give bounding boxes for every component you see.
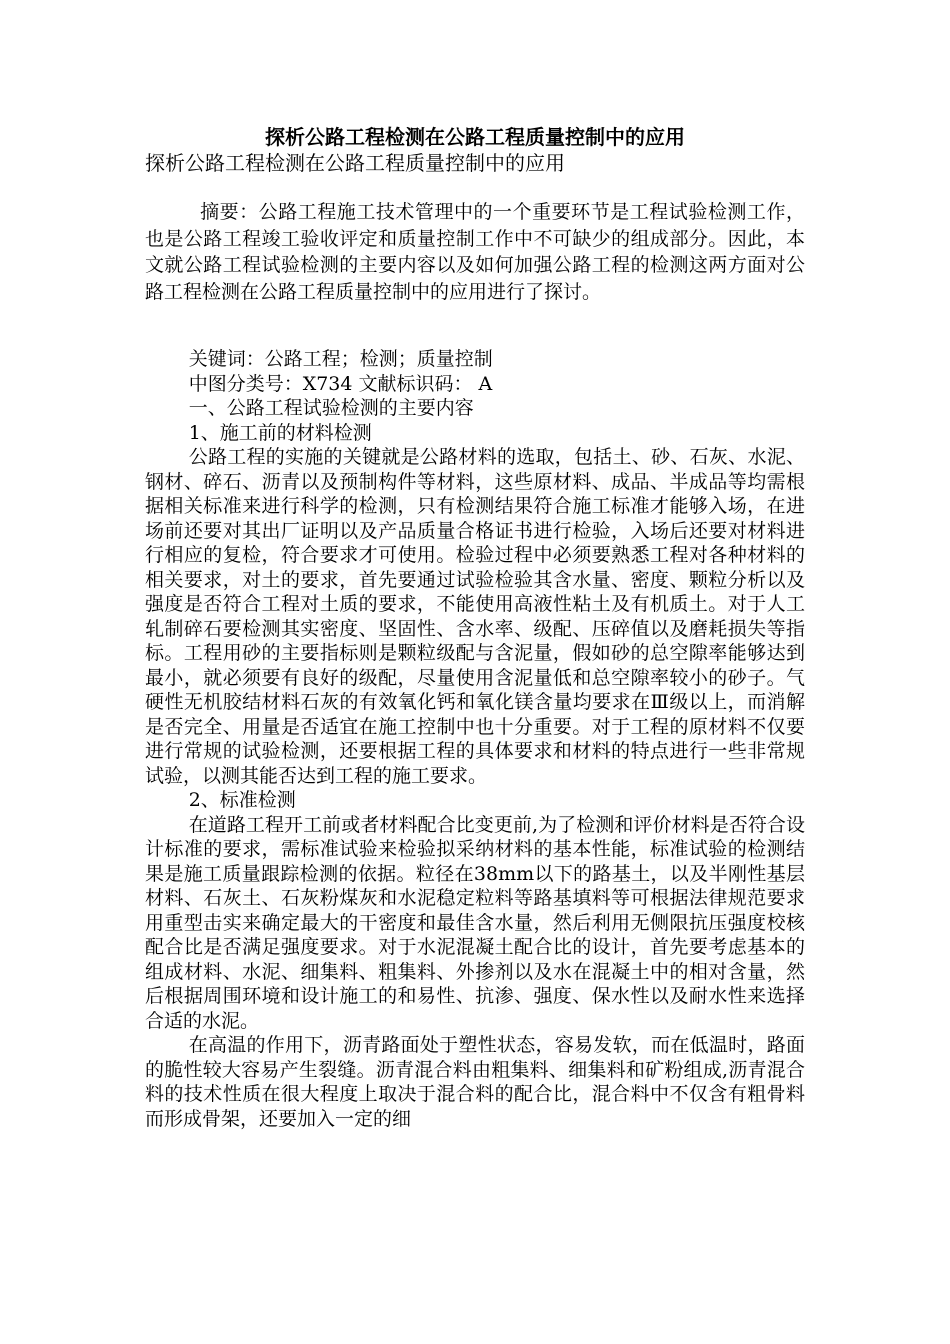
paragraph-standard: 在道路工程开工前或者材料配合比变更前,为了检测和评价材料是否符合设计标准的要求，需标准试验来检验拟采纳材料的基本性能，标准试验的检测结果是施工质量跟踪检测的依据。粒径在38mm以下的路基土，以及半刚性基层材料、石灰土、石灰粉煤灰和水泥稳定粒料等路基填料等可根据法律规范要求用重型击实来确定最大的干密度和最佳含水量，然后利用无侧限抗压强度校核配合比是否满足强度要求。对于水泥混凝土配合比的设计，首先要考虑基本的组成材料、水泥、细集料、粗集料、外掺剂以及水在混凝土中的相对含量，然后根据周围环境和设计施工的和易性、抗渗、强度、保水性以及耐水性来选择合适的水泥。 [145,813,805,1032]
body-text [145,347,805,1131]
document-title: 探析公路工程检测在公路工程质量控制中的应用 [265,125,685,149]
classification-line: 中图分类号：X734 文献标识码： A [188,372,493,395]
document-subtitle: 探析公路工程检测在公路工程质量控制中的应用 [145,151,565,175]
abstract-paragraph: 摘要：公路工程施工技术管理中的一个重要环节是工程试验检测工作，也是公路工程竣工验收评定和质量控制工作中不可缺少的组成部分。因此，本文就公路工程试验检测的主要内容以及如何加强公路工程的检测这两方面对公路工程检测在公路工程质量控制中的应用进行了探讨。 [145,201,805,303]
paragraph-materials: 公路工程的实施的关键就是公路材料的选取，包括土、砂、石灰、水泥、钢材、碎石、沥青以及预制构件等材料，这些原材料、成品、半成品等均需根据相关标准来进行科学的检测，只有检测结果符合施工标准才能够入场，在进场前还要对其出厂证明以及产品质量合格证书进行检验，入场后还要对材料进行相应的复检，符合要求才可使用。检验过程中必须要熟悉工程对各种材料的相关要求，对土的要求，首先要通过试验检验其含水量、密度、颗粒分析以及强度是否符合工程对土质的要求，不能使用高液性粘土及有机质土。对于人工轧制碎石要检测其实密度、坚固性、含水率、级配、压碎值以及磨耗损失等指标。工程用砂的主要指标则是颗粒级配与含泥量，假如砂的总空隙率能够达到最小，就必须要有良好的级配，尽量使用含泥量低和总空隙率较小的砂子。气硬性无机胶结材料石灰的有效氧化钙和氧化镁含量均要求在Ⅲ级以上，而消解是否完全、用量是否适宜在施工控制中也十分重要。对于工程的原材料不仅要进行常规的试验检测，还要根据工程的具体要求和材料的特点进行一些非常规试验，以测其能否达到工程的施工要求。 [145,446,805,787]
subsection-heading-standard: 2、标准检测 [188,789,296,811]
paragraph-asphalt: 在高温的作用下，沥青路面处于塑性状态，容易发软，而在低温时，路面的脆性较大容易产生裂缝。沥青混合料由粗集料、细集料和矿粉组成,沥青混合料的技术性质在很大程度上取决于混合料的配合比，混合料中不仅含有粗骨料而形成骨架，还要加入一定的细 [145,1034,805,1130]
subsection-heading-materials: 1、施工前的材料检测 [188,421,372,444]
section-heading: 一、公路工程试验检测的主要内容 [188,397,474,419]
keywords-line: 关键词：公路工程；检测；质量控制 [188,348,493,370]
